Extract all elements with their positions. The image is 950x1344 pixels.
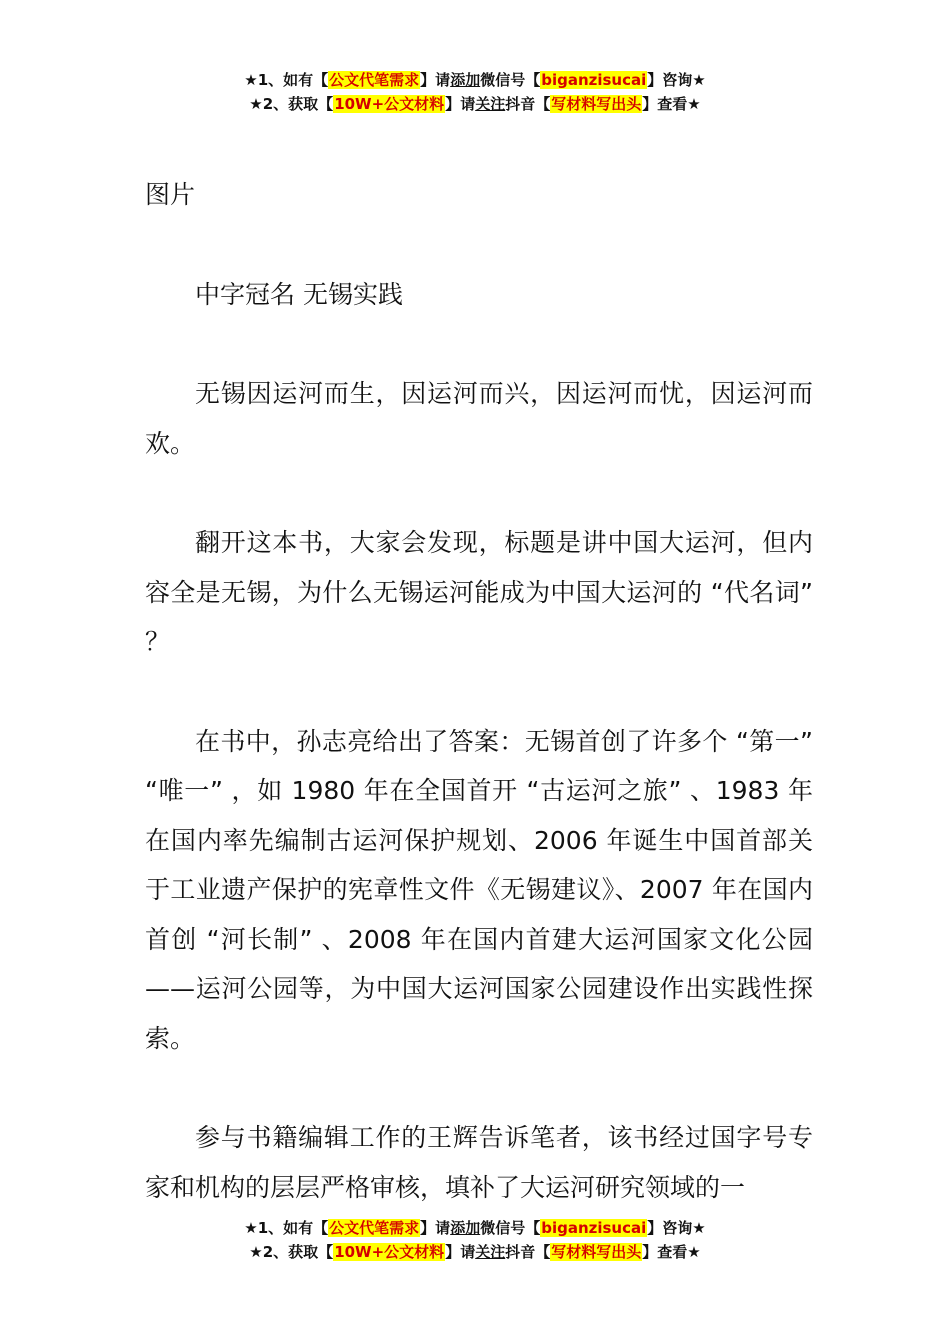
banner-text: 抖音【 [505, 95, 551, 113]
banner-text: 】查看★ [642, 1243, 701, 1261]
paragraph: 无锡因运河而生，因运河而兴，因运河而忧，因运河而欢。 [145, 379, 813, 458]
banner-line-2 [0, 92, 950, 116]
banner-underlined: 关注 [475, 95, 506, 113]
banner-line-1 [0, 1216, 950, 1240]
banner-text: 微信号【 [480, 71, 541, 89]
banner-text: ★1、如有【 [244, 71, 329, 89]
banner-highlight: 10W+公文材料 [334, 95, 445, 113]
banner-highlight-douyin: 写材料写出头 [551, 1243, 642, 1261]
footer-banner [0, 1216, 950, 1264]
banner-underlined: 添加 [450, 1219, 481, 1237]
banner-line-1 [0, 68, 950, 92]
banner-highlight-wechat: biganzisucai [541, 71, 647, 89]
paragraph: 在书中，孙志亮给出了答案：无锡首创了许多个 “第一” “唯一” ，如 1980 年在全国首开 “古运河之旅” 、1983 年在国内率先编制古运河保护规划、2006 年诞生中国首部关于工业遗产保护的宪章性文件《无锡建议》、2007 年在国内首创 “河长制” 、2008 年在国内首建大运河国家文化公园——运河公园等，为中国大运河国家公园建设作出实践性探索。 [145, 726, 813, 1053]
header-banner [0, 68, 950, 116]
banner-text: 】请 [445, 1243, 476, 1261]
banner-text: ★2、获取【 [249, 95, 334, 113]
banner-highlight: 公文代笔需求 [329, 71, 420, 89]
banner-underlined: 添加 [450, 71, 481, 89]
banner-text: 】查看★ [642, 95, 701, 113]
banner-text: 】请 [445, 95, 476, 113]
banner-line-2 [0, 1240, 950, 1264]
banner-text: 】请 [420, 71, 451, 89]
banner-text: ★2、获取【 [249, 1243, 334, 1261]
banner-highlight-douyin: 写材料写出头 [551, 95, 642, 113]
banner-highlight: 10W+公文材料 [334, 1243, 445, 1261]
banner-text: 】咨询★ [647, 71, 706, 89]
banner-text: 】请 [420, 1219, 451, 1237]
banner-underlined: 关注 [475, 1243, 506, 1261]
banner-text: 】咨询★ [647, 1219, 706, 1237]
image-placeholder-text: 图片 [145, 180, 196, 209]
banner-text: 抖音【 [505, 1243, 551, 1261]
article-body [145, 170, 813, 1262]
paragraph: 参与书籍编辑工作的王辉告诉笔者，该书经过国字号专家和机构的层层严格审核，填补了大运河研究领域的一 [145, 1123, 813, 1202]
banner-highlight-wechat: biganzisucai [541, 1219, 647, 1237]
banner-text: 微信号【 [480, 1219, 541, 1237]
banner-highlight: 公文代笔需求 [329, 1219, 420, 1237]
banner-text: ★1、如有【 [244, 1219, 329, 1237]
paragraph: 翻开这本书，大家会发现，标题是讲中国大运河，但内容全是无锡，为什么无锡运河能成为中国大运河的 “代名词” ？ [145, 528, 813, 656]
section-heading: 中字冠名 无锡实践 [195, 279, 403, 309]
